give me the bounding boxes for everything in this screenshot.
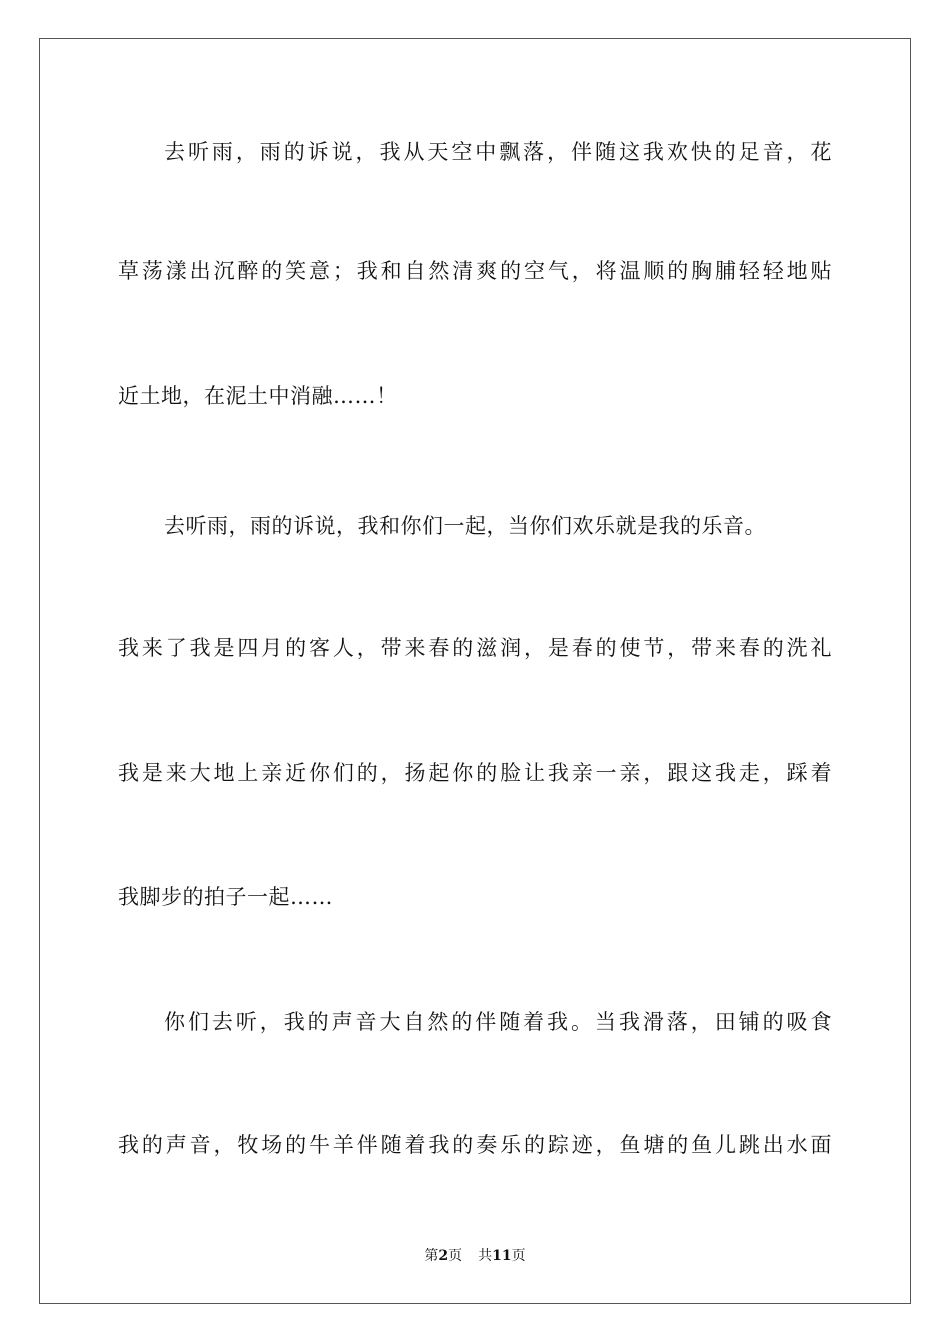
page-number-prefix: 第 bbox=[424, 1248, 439, 1264]
total-pages-suffix: 页 bbox=[511, 1248, 526, 1264]
paragraph-1-line-2: 草荡漾出沉醉的笑意；我和自然清爽的空气，将温顺的胸脯轻轻地贴 bbox=[118, 259, 832, 283]
paragraph-2-line-2: 我来了我是四月的客人，带来春的滋润，是春的使节，带来春的洗礼 bbox=[118, 636, 832, 660]
total-pages-count: 11 bbox=[492, 1248, 512, 1264]
page-number-current: 2 bbox=[438, 1248, 449, 1264]
paragraph-2-line-4: 我脚步的拍子一起…… bbox=[118, 885, 333, 909]
page-frame bbox=[39, 38, 911, 1304]
paragraph-1-line-1: 去听雨，雨的诉说，我从天空中飘落，伴随这我欢快的足音，花 bbox=[164, 140, 832, 164]
paragraph-1-line-3: 近土地，在泥土中消融……！ bbox=[118, 384, 398, 408]
paragraph-2-line-1: 去听雨，雨的诉说，我和你们一起，当你们欢乐就是我的乐音。 bbox=[164, 514, 766, 538]
paragraph-3-line-2: 我的声音，牧场的牛羊伴随着我的奏乐的踪迹，鱼塘的鱼儿跳出水面 bbox=[118, 1133, 832, 1157]
page-number-suffix: 页 bbox=[448, 1248, 463, 1264]
paragraph-3-line-1: 你们去听，我的声音大自然的伴随着我。当我滑落，田铺的吸食 bbox=[164, 1010, 832, 1034]
page-footer bbox=[0, 1247, 950, 1265]
paragraph-2-line-3: 我是来大地上亲近你们的，扬起你的脸让我亲一亲，跟这我走，踩着 bbox=[118, 761, 832, 785]
total-pages-prefix: 共 bbox=[478, 1248, 493, 1264]
